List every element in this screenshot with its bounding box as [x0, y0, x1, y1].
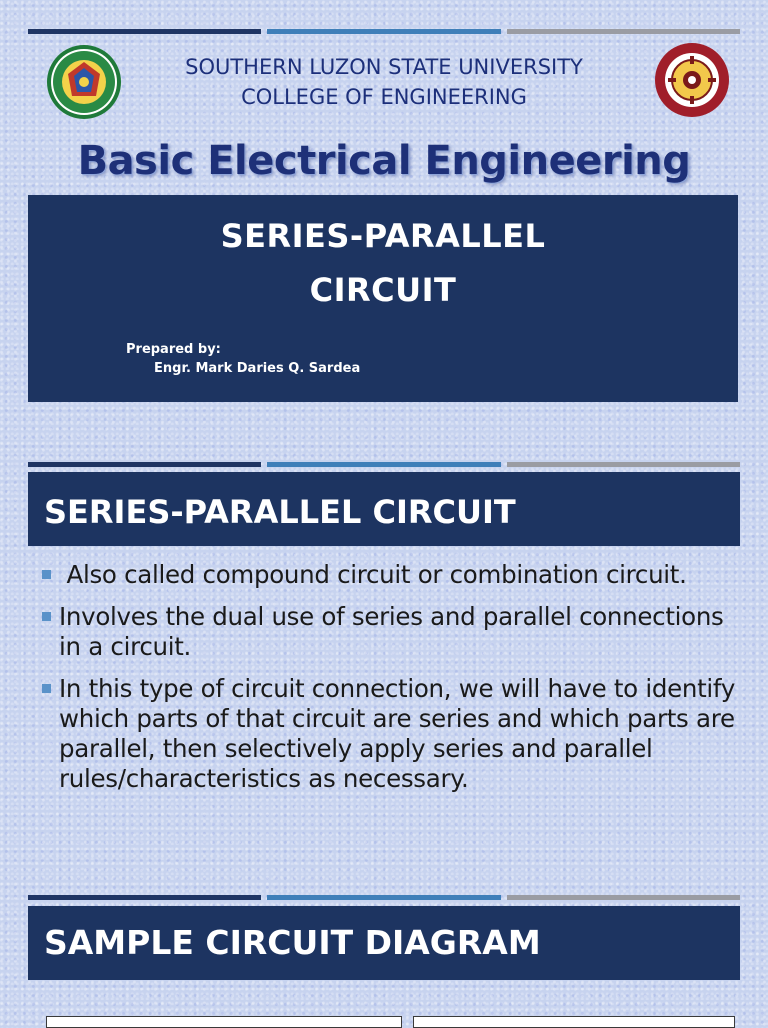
college-of-engineering-seal-icon: [654, 42, 730, 118]
prepared-by-label: Prepared by:: [126, 342, 221, 357]
section-stripe-bar: [28, 462, 740, 467]
section-heading: SERIES-PARALLEL CIRCUIT: [28, 472, 740, 546]
list-item: Involves the dual use of series and parallel connections in a circuit.: [40, 602, 740, 662]
bullet-list: [40, 560, 740, 806]
bullet-square-icon: [42, 612, 51, 621]
title-panel: [28, 195, 738, 402]
college-name: COLLEGE OF ENGINEERING: [241, 85, 527, 109]
slsu-seal-icon: [46, 44, 122, 120]
slide-title-line2: CIRCUIT: [309, 271, 457, 309]
slide-title-line1: SERIES-PARALLEL: [220, 217, 546, 255]
list-item: In this type of circuit connection, we will have to identify which parts of that circuit are series and which parts are parallel, then selectively apply series and parallel rules/characteristics as necessary.: [40, 674, 740, 794]
bullet-square-icon: [42, 570, 51, 579]
list-item: Also called compound circuit or combination circuit.: [40, 560, 740, 590]
author-name: Engr. Mark Daries Q. Sardea: [154, 361, 361, 376]
top-stripe-bar: [28, 29, 740, 34]
diagram-panel: [413, 1016, 735, 1028]
bullet-square-icon: [42, 684, 51, 693]
course-title: Basic Electrical Engineering: [77, 138, 691, 184]
university-header: [120, 52, 648, 112]
diagram-panel: [46, 1016, 402, 1028]
section-heading: SAMPLE CIRCUIT DIAGRAM: [28, 906, 740, 980]
university-name: SOUTHERN LUZON STATE UNIVERSITY: [185, 55, 583, 79]
section-stripe-bar: [28, 895, 740, 900]
